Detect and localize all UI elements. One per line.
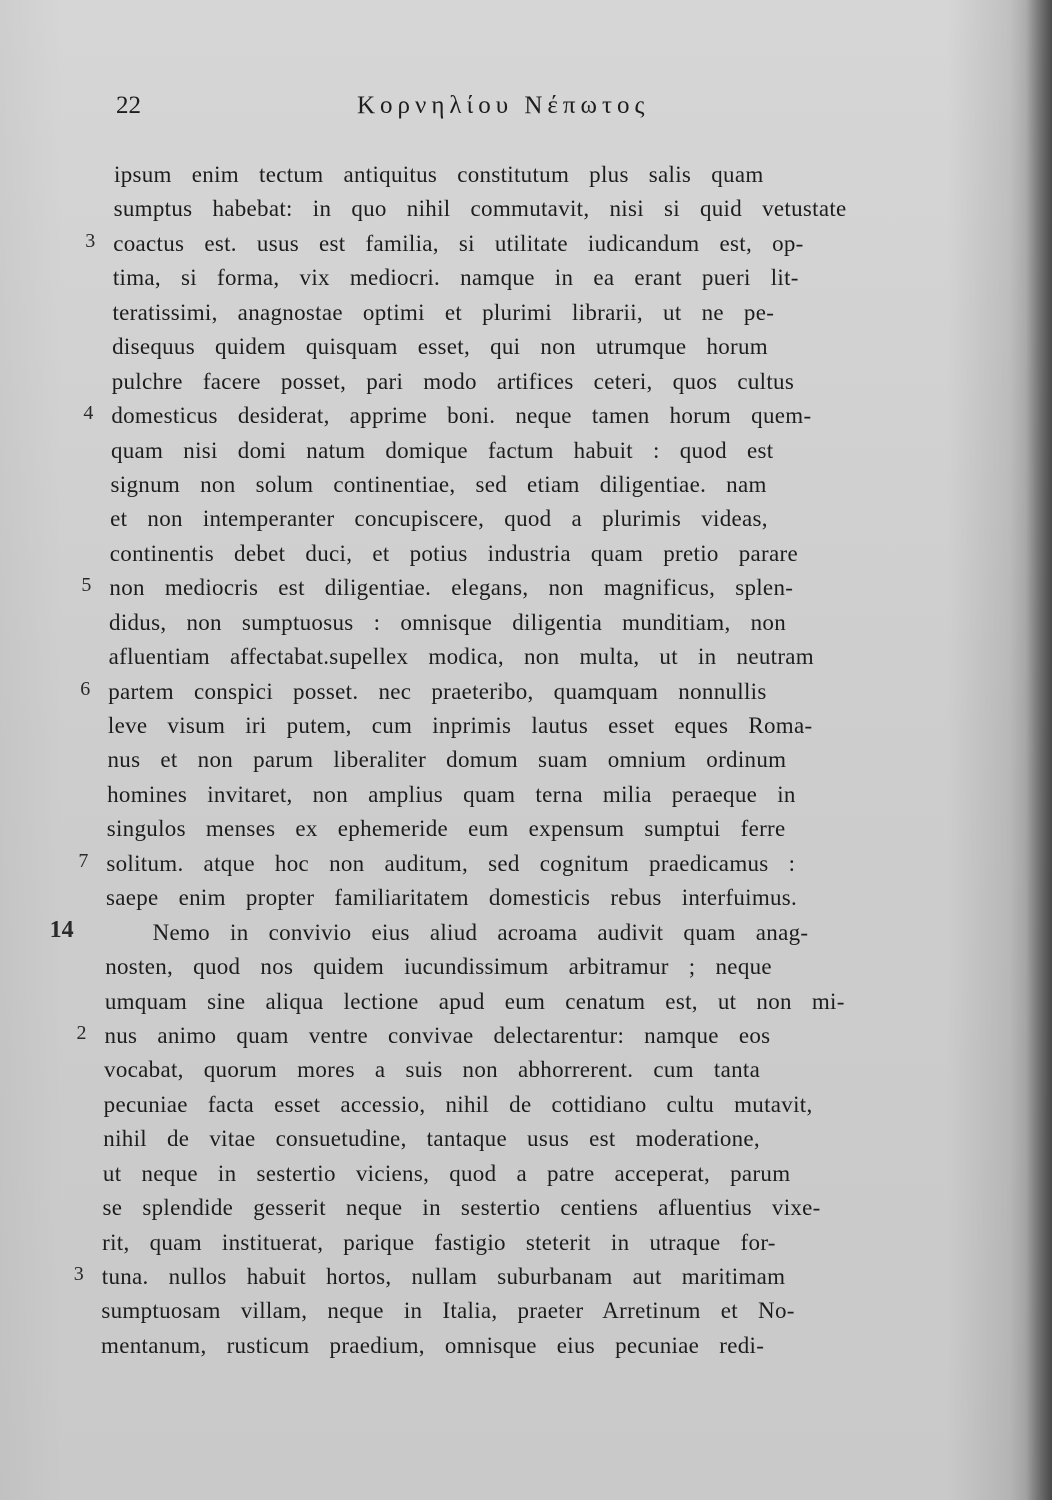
line-text: nosten, quod nos quidem iucundissimum arbitramur ; neque (105, 954, 772, 980)
text-line (0, 709, 1052, 743)
text-line (0, 227, 1052, 261)
line-text: mentanum, rusticum praedium, omnisque eius pecuniae redi- (101, 1332, 765, 1358)
line-text: umquam sine aliqua lectione apud eum cenatum est, ut non mi- (104, 988, 845, 1014)
section-number: 5 (81, 574, 92, 597)
line-text: sumptuosam villam, neque in Italia, praeter Arretinum et No- (101, 1298, 795, 1324)
line-text: signum non solum continentiae, sed etiam diligentiae. nam (110, 471, 767, 497)
line-text: nus et non parum liberaliter domum suam omnium ordinum (107, 747, 787, 773)
text-line (0, 1191, 1052, 1225)
section-number: 2 (76, 1021, 87, 1044)
text-line (0, 847, 1052, 881)
line-text: non mediocris est diligentiae. elegans, non magnificus, splen- (109, 575, 794, 601)
running-title: Κορνηλίου Νέπωτος (357, 92, 650, 119)
text-line (0, 1088, 1052, 1122)
line-text: nus animo quam ventre convivae delectarentur: namque eos (104, 1022, 771, 1048)
text-line (0, 881, 1052, 915)
line-text: domesticus desiderat, apprime boni. neque tamen horum quem- (111, 403, 812, 429)
section-number: 3 (85, 229, 96, 252)
text-line (0, 1053, 1052, 1087)
line-text: tima, si forma, vix mediocri. namque in ea erant pueri lit- (112, 265, 799, 291)
text-line (0, 399, 1052, 433)
text-line (0, 434, 1052, 468)
text-line (0, 1260, 1052, 1294)
text-line (0, 606, 1052, 640)
text-line (0, 571, 1052, 605)
line-text: pecuniae facta esset accessio, nihil de cottidiano cultu mutavit, (103, 1091, 813, 1117)
text-line (0, 468, 1052, 502)
text-line (0, 778, 1052, 812)
line-text: homines invitaret, non amplius quam terna milia peraeque in (107, 781, 796, 807)
text-line (0, 1157, 1052, 1191)
line-text: tuna. nullos habuit hortos, nullam suburbanam aut maritimam (101, 1264, 786, 1289)
text-line (0, 192, 1052, 226)
text-line (0, 1122, 1052, 1156)
text-line (0, 1329, 1052, 1363)
text-line (0, 916, 1052, 950)
line-text: coactus est. usus est familia, si utilitate iudicandum est, op- (113, 230, 804, 256)
text-line (0, 640, 1052, 674)
line-text: ipsum enim tectum antiquitus constitutum plus salis quam (114, 162, 764, 187)
line-text: singulos menses ex ephemeride eum expensum sumptui ferre (106, 816, 786, 842)
chapter-number: 14 (49, 916, 74, 943)
line-text: continentis debet duci, et potius industria quam pretio parare (109, 540, 798, 566)
line-text: disequus quidem quisquam esset, qui non utrumque horum (112, 334, 769, 360)
text-line (0, 1294, 1052, 1328)
line-text: ut neque in sestertio viciens, quod a patre acceperat, parum (102, 1160, 791, 1186)
line-text: saepe enim propter familiaritatem domesticis rebus interfuimus. (105, 885, 798, 911)
text-line (0, 330, 1052, 364)
line-text: leve visum iri putem, cum inprimis lautus esset eques Roma- (107, 713, 813, 738)
line-text: et non intemperanter concupiscere, quod a plurimis videas, (110, 506, 768, 532)
line-text: nihil de vitae consuetudine, tantaque usus est moderatione, (103, 1126, 760, 1152)
text-line (0, 812, 1052, 846)
line-text: vocabat, quorum mores a suis non abhorrerent. cum tanta (104, 1057, 761, 1083)
line-text: se splendide gesserit neque in sestertio centiens afluentius vixe- (102, 1195, 821, 1221)
line-text: Nemo in convivio eius aliud acroama audivit quam anag- (152, 919, 809, 945)
text-line (0, 261, 1052, 295)
text-line (0, 365, 1052, 399)
line-text: afluentiam affectabat.supellex modica, non multa, ut in neutram (108, 644, 814, 670)
line-text: teratissimi, anagnostae optimi et plurimi librarii, ut ne pe- (112, 299, 775, 325)
text-line (0, 296, 1052, 330)
page-number: 22 (116, 92, 141, 119)
section-number: 7 (78, 849, 89, 872)
text-line (0, 158, 1052, 192)
text-line (0, 1226, 1052, 1260)
text-line (0, 537, 1052, 571)
line-text: didus, non sumptuosus : omnisque diligentia munditiam, non (109, 609, 786, 635)
text-line (0, 502, 1052, 536)
line-text: pulchre facere posset, pari modo artifices ceteri, quos cultus (111, 368, 795, 394)
line-text: solitum. atque hoc non auditum, sed cognitum praedicamus : (106, 850, 796, 876)
line-text: sumptus habebat: in quo nihil commutavit, nisi si quid vetustate (113, 196, 847, 222)
section-number: 4 (83, 402, 94, 425)
line-text: rit, quam instituerat, parique fastigio steterit in utraque for- (102, 1229, 776, 1255)
text-line (0, 743, 1052, 777)
section-number: 6 (80, 677, 91, 700)
line-text: partem conspici posset. nec praeteribo, quamquam nonnullis (108, 678, 767, 704)
running-head (0, 92, 1052, 132)
text-line (0, 1019, 1052, 1053)
section-number: 3 (73, 1263, 84, 1285)
text-block (0, 158, 1052, 1363)
text-line (0, 675, 1052, 709)
line-text: quam nisi domi natum domique factum habuit : quod est (110, 437, 774, 463)
text-line (0, 985, 1052, 1019)
text-line (0, 950, 1052, 984)
